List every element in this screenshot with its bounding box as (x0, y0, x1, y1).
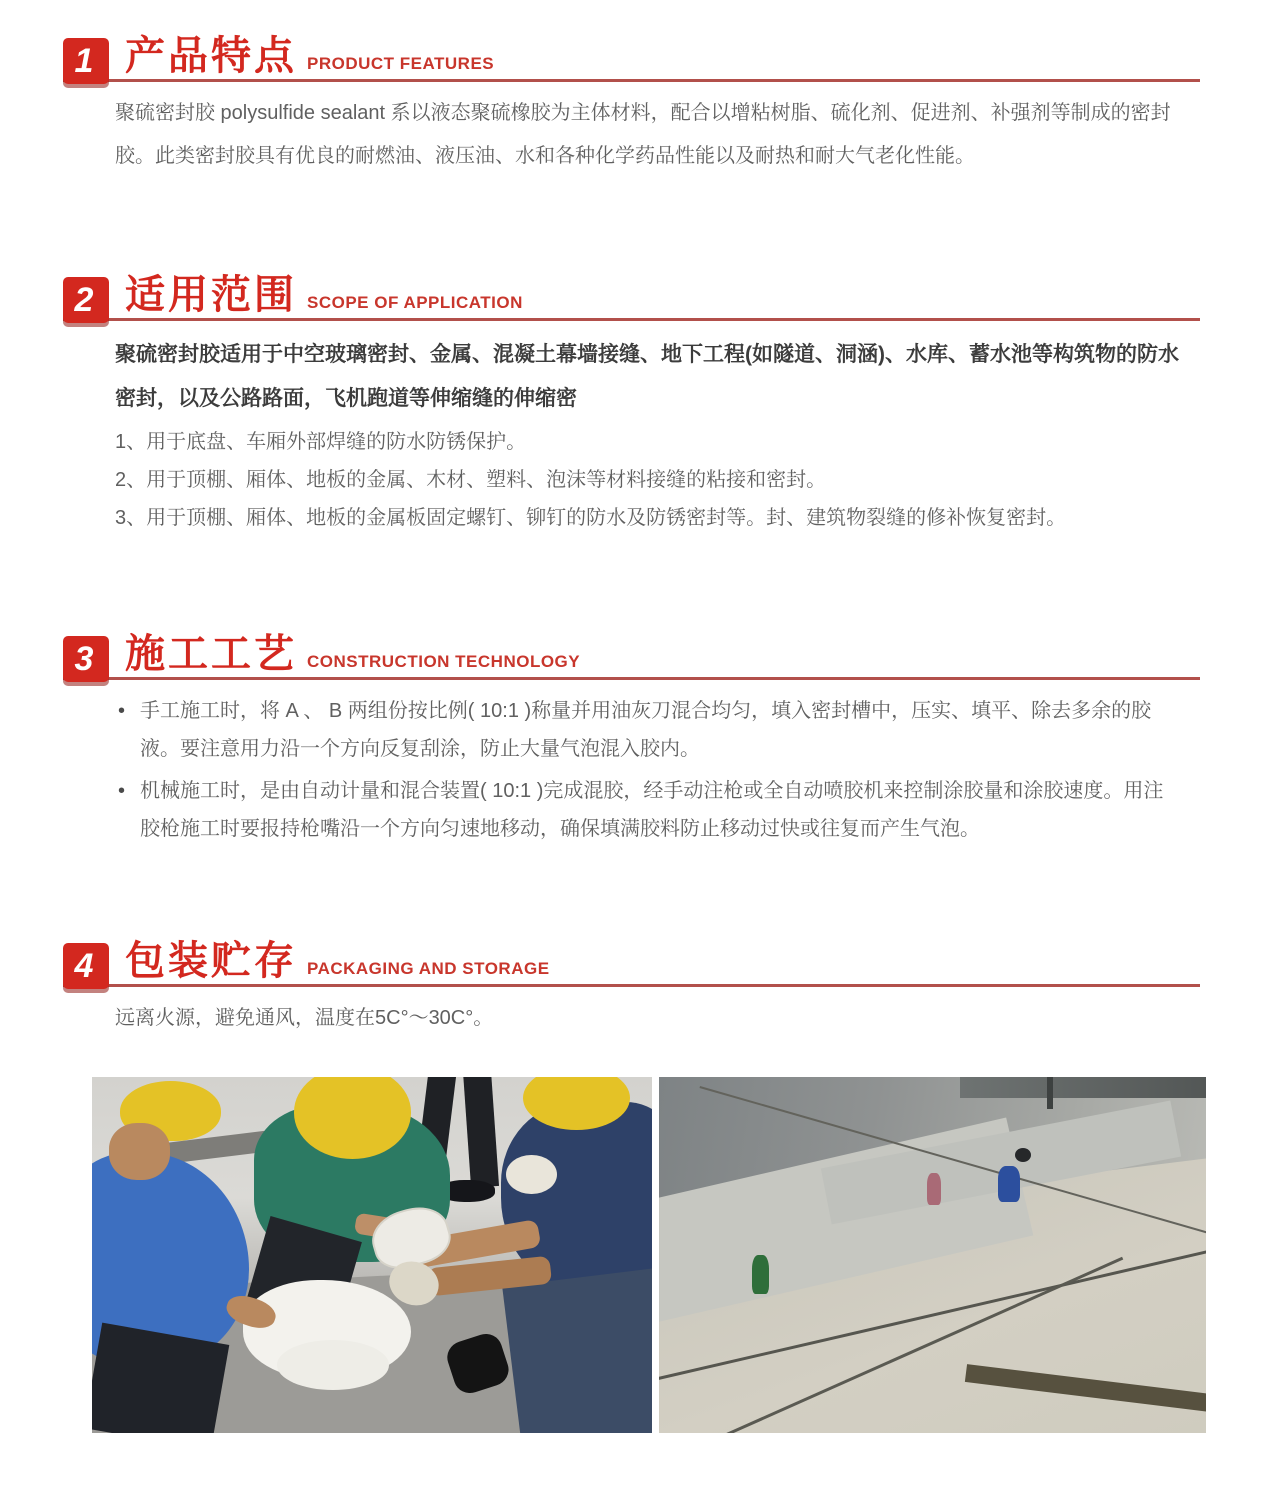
section-title-en: CONSTRUCTION TECHNOLOGY (307, 652, 581, 671)
white-glove (506, 1155, 556, 1194)
list-item: 3、用于顶棚、厢体、地板的金属板固定螺钉、铆钉的防水及防锈密封等。封、建筑物裂缝的修补恢复密封。 (115, 507, 1067, 529)
section-title-en: PRODUCT FEATURES (307, 54, 495, 73)
top-structure (960, 1077, 1206, 1098)
section-title-en: SCOPE OF APPLICATION (307, 293, 523, 312)
bullet-item: • 手工施工时，将 A 、 B 两组份按比例( 10:1 )称量并用油灰刀混合均匀，填入密封槽中，压实、填平、除去多余的胶液。要注意用力沿一个方向反复刮涂，防止大量气泡混入胶内。 (118, 692, 1183, 768)
technology-bullet-list (118, 692, 1280, 848)
photo-workers-mixing-sealant (92, 1077, 652, 1433)
standing-person-leg (463, 1077, 499, 1188)
application-list (115, 427, 1280, 533)
section-header (63, 634, 1200, 680)
white-sealant-pile (277, 1340, 389, 1390)
section-product-features (63, 36, 1280, 178)
section-scope-of-application (63, 275, 1280, 533)
section-title-zh: 适用范围 (125, 273, 297, 317)
worker-figure-blue (998, 1166, 1020, 1202)
joint-shadow (965, 1364, 1206, 1414)
section-title-zh: 包装贮存 (125, 939, 297, 983)
section-paragraph: 聚硫密封胶 polysulfide sealant 系以液态聚硫橡胶为主体材料，配合以增粘树脂、硫化剂、促进剂、补强剂等制成的密封胶。此类密封胶具有优良的耐燃油、液压油、水和各种化学药品性能以及耐热和耐大气老化性能。 (115, 102, 1171, 167)
section-paragraph: 远离火源，避免通风，温度在5C°～30C°。 (115, 1007, 494, 1029)
bullet-item: • 机械施工时，是由自动计量和混合装置( 10:1 )完成混胶，经手动注枪或全自动喷胶机来控制涂胶量和涂胶速度。用注胶枪施工时要报持枪嘴沿一个方向匀速地移动，确保填满胶料防止移动过快或往复而产生气泡。 (118, 772, 1183, 848)
section-number-badge: 1 (63, 38, 109, 84)
section-packaging-and-storage (63, 941, 1280, 1040)
section-title-zh: 产品特点 (125, 34, 297, 78)
lead-paragraph: 聚硫密封胶适用于中空玻璃密封、金属、混凝土幕墙接缝、地下工程(如隧道、洞涵)、水库、蓄水池等构筑物的防水密封，以及公路路面，飞机跑道等伸缩缝的伸缩密 (115, 343, 1179, 410)
right-worker-jeans (502, 1267, 652, 1433)
section-header (63, 275, 1200, 321)
section-number-badge: 3 (63, 636, 109, 682)
section-number-badge: 4 (63, 943, 109, 989)
list-item: 2、用于顶棚、厢体、地板的金属、木材、塑料、泡沫等材料接缝的粘接和密封。 (115, 469, 827, 491)
section-title-zh: 施工工艺 (125, 632, 297, 676)
photo-concrete-slope-workers (659, 1077, 1206, 1433)
section-title-en: PACKAGING AND STORAGE (307, 959, 550, 978)
worker-figure-pink (927, 1173, 941, 1205)
left-worker-face (109, 1123, 171, 1180)
section-header (63, 941, 1200, 987)
section-header (63, 36, 1200, 82)
pole (1047, 1077, 1052, 1109)
section-construction-technology (63, 634, 1280, 848)
section-number-badge: 2 (63, 277, 109, 323)
list-item: 1、用于底盘、车厢外部焊缝的防水防锈保护。 (115, 431, 527, 453)
photo-row (92, 1077, 1280, 1433)
worker-figure-green (752, 1255, 770, 1294)
